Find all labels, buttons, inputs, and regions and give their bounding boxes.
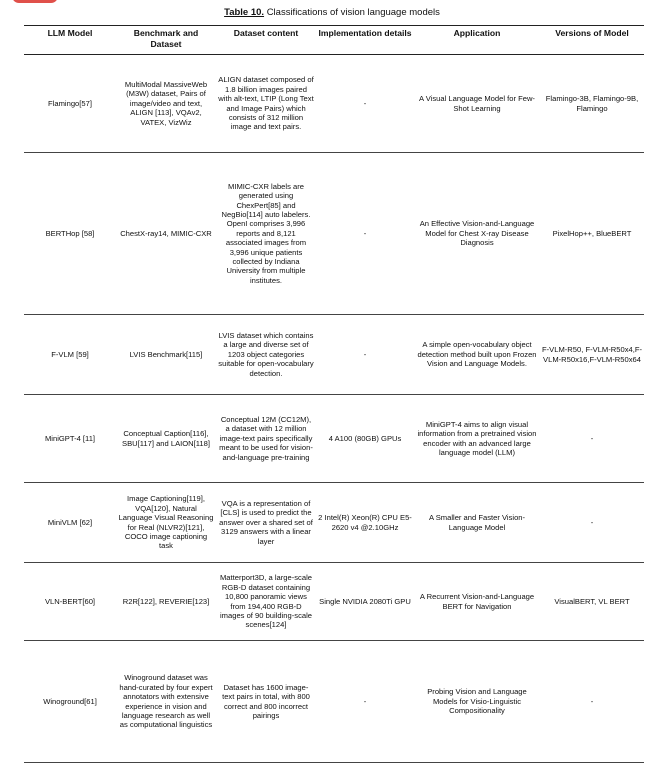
cell-content: ALIGN dataset composed of 1.8 billion images paired with alt-text, LTIP (Long Text and Image Pairs) which consists of 312 million image and text pairs. xyxy=(216,55,316,153)
cell-model: Flamingo[57] xyxy=(24,55,116,153)
top-edge-mark xyxy=(12,0,58,3)
cell-benchmark: Image Captioning[119], VQA[120], Natural Language Visual Reasoning for Real (NLVR2)[121], COCO image captioning task xyxy=(116,483,216,563)
cell-application: A Visual Language Model for Few-Shot Learning xyxy=(414,55,540,153)
cell-application: Probing Vision and Language Models for Visio-Linguistic Compositionality xyxy=(414,641,540,763)
cell-content: Matterport3D, a large-scale RGB-D dataset containing 10,800 panoramic views from 194,400 RGB-D images of 90 building-scale scenes[124] xyxy=(216,563,316,641)
cell-content: MIMIC-CXR labels are generated using ChexPert[85] and NegBio[114] auto labelers. OpenI comprises 3,996 reports and 8,121 associated images from 3,996 unique patients collected by Indiana University from multiple institutes. xyxy=(216,153,316,315)
cell-model: BERTHop [58] xyxy=(24,153,116,315)
cell-content: Conceptual 12M (CC12M), a dataset with 12 million image-text pairs specifically meant to be used for vision-and-language pre-training xyxy=(216,395,316,483)
cell-impl: - xyxy=(316,153,414,315)
cell-impl: 2 Intel(R) Xeon(R) CPU E5-2620 v4 @2.10GHz xyxy=(316,483,414,563)
cell-benchmark: Conceptual Caption[116], SBU[117] and LAION[118] xyxy=(116,395,216,483)
cell-application: A Smaller and Faster Vision-Language Model xyxy=(414,483,540,563)
table-caption xyxy=(0,7,664,18)
cell-model: MiniVLM [62] xyxy=(24,483,116,563)
cell-impl: - xyxy=(316,55,414,153)
cell-versions: VisualBERT, VL BERT xyxy=(540,563,644,641)
table-row xyxy=(24,483,644,563)
cell-impl: 4 A100 (80GB) GPUs xyxy=(316,395,414,483)
table-number: Table 10. xyxy=(224,7,265,18)
cell-versions: - xyxy=(540,483,644,563)
header-implementation: Implementation details xyxy=(316,26,414,55)
cell-benchmark: R2R[122], REVERIE[123] xyxy=(116,563,216,641)
cell-model: F-VLM [59] xyxy=(24,315,116,395)
cell-model: Winoground[61] xyxy=(24,641,116,763)
cell-benchmark: LVIS Benchmark[115] xyxy=(116,315,216,395)
cell-application: A simple open-vocabulary object detection method built upon Frozen Vision and Language Models. xyxy=(414,315,540,395)
header-row xyxy=(24,26,644,55)
table-title: Classifications of vision language models xyxy=(266,7,440,18)
cell-versions: - xyxy=(540,641,644,763)
cell-benchmark: Winoground dataset was hand-curated by four expert annotators with extensive experience in vision and language research as well as computational linguistics xyxy=(116,641,216,763)
classification-table xyxy=(24,25,644,763)
cell-versions: F-VLM-R50, F-VLM-R50x4,F-VLM-R50x16,F-VLM-R50x64 xyxy=(540,315,644,395)
header-dataset-content: Dataset content xyxy=(216,26,316,55)
cell-versions: PixelHop++, BlueBERT xyxy=(540,153,644,315)
cell-application: An Effective Vision-and-Language Model for Chest X-ray Disease Diagnosis xyxy=(414,153,540,315)
table-row xyxy=(24,395,644,483)
header-llm-model: LLM Model xyxy=(24,26,116,55)
cell-application: A Recurrent Vision-and-Language BERT for Navigation xyxy=(414,563,540,641)
table-row xyxy=(24,153,644,315)
cell-impl: - xyxy=(316,315,414,395)
table-row xyxy=(24,315,644,395)
cell-content: Dataset has 1600 image-text pairs in total, with 800 correct and 800 incorrect pairings xyxy=(216,641,316,763)
cell-model: VLN-BERT[60] xyxy=(24,563,116,641)
cell-content: VQA is a representation of [CLS] is used to predict the answer over a shared set of 3129 answers with a linear layer xyxy=(216,483,316,563)
cell-versions: - xyxy=(540,395,644,483)
cell-content: LVIS dataset which contains a large and diverse set of 1203 object categories suitable for open-vocabulary detection. xyxy=(216,315,316,395)
cell-benchmark: MultiModal MassiveWeb (M3W) dataset, Pairs of image/video and text, ALIGN [113], VQAv2, VATEX, VizWiz xyxy=(116,55,216,153)
cell-model: MiniGPT-4 [11] xyxy=(24,395,116,483)
table-row xyxy=(24,563,644,641)
cell-benchmark: ChestX-ray14, MIMIC-CXR xyxy=(116,153,216,315)
table-row xyxy=(24,55,644,153)
header-benchmark: Benchmark and Dataset xyxy=(116,26,216,55)
cell-impl: Single NVIDIA 2080Ti GPU xyxy=(316,563,414,641)
cell-impl: - xyxy=(316,641,414,763)
header-versions: Versions of Model xyxy=(540,26,644,55)
header-application: Application xyxy=(414,26,540,55)
cell-application: MiniGPT-4 aims to align visual information from a pretrained vision encoder with an advanced large language model (LLM) xyxy=(414,395,540,483)
table-row xyxy=(24,641,644,763)
cell-versions: Flamingo-3B, Flamingo-9B, Flamingo xyxy=(540,55,644,153)
